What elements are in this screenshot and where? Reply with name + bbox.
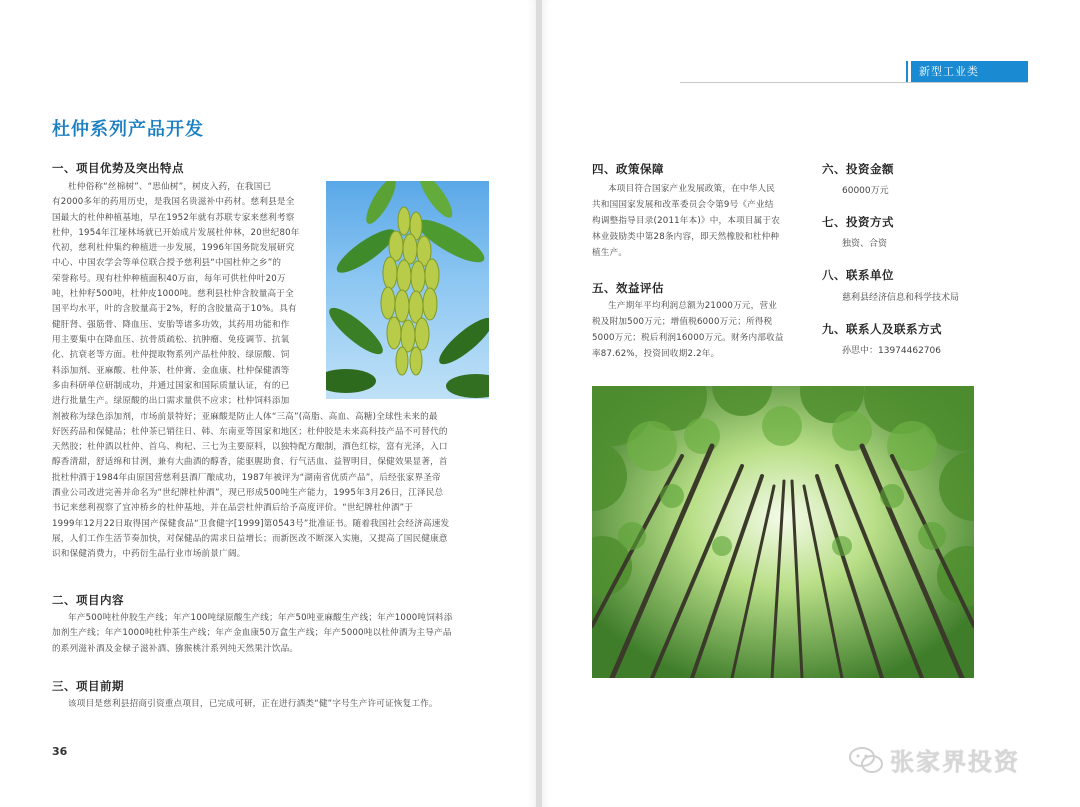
left-page [0, 0, 536, 807]
s1-line: 吨，杜仲籽500吨，杜仲皮1000吨。慈利县杜仲含胶量高于全 [52, 289, 294, 300]
section6-heading: 六、投资金额 [822, 162, 894, 176]
forest-illustration [592, 386, 974, 678]
section4-heading: 四、政策保障 [592, 162, 664, 176]
section5-text [592, 298, 802, 362]
category-divider [680, 82, 1028, 83]
s1-line: 国平均水平，叶的含胶量高于2%，籽的含胶量高于10%。具有 [52, 304, 297, 315]
contact-unit: 慈利县经济信息和科学技术局 [842, 293, 960, 303]
s1-line: 识和保健消费力，中药衍生品行业市场前景广阔。 [52, 549, 246, 560]
s1-line: 荣誉称号。现有杜仲种植面积40万亩，每年可供杜仲叶20万 [52, 273, 286, 284]
eucommia-seed-illustration [326, 181, 489, 399]
s4-line: 本项目符合国家产业发展政策，在中华人民 [608, 184, 776, 194]
s1-line: 酒业公司改进完善并命名为“世纪牌杜仲酒”，现已形成500吨生产能力，1995年3月26日，江泽民总 [52, 487, 444, 498]
s4-line: 共和国国家发展和改革委员会令第9号《产业结 [592, 200, 774, 210]
investment-amount: 60000万元 [842, 186, 889, 196]
section7-heading: 七、投资方式 [822, 215, 894, 229]
s1-line: 批杜仲酒于1984年由原国营慈利县酒厂酿成功，1987年被评为“湖南省优质产品”，后经张家界圣帝 [52, 472, 441, 483]
category-tag: 新型工业类 [911, 61, 1028, 82]
s1-line: 剂被称为绿色添加剂，市场前景特好；亚麻酸是防止人体“三高”(高脂、高血、高糖)全球性未来的最 [52, 411, 438, 422]
s1-line: 国最大的杜仲种植基地，早在1952年就有苏联专家来慈利考察 [52, 212, 295, 223]
section3-heading: 三、项目前期 [52, 679, 124, 693]
contact-person: 孙思中：13974462706 [842, 346, 941, 356]
s1-line: 天然胶；杜仲酒以杜仲、首乌、枸杞、三七为主要原料，以独特配方酿制，酒色红棕，富有光泽，入口 [52, 442, 448, 453]
s1-line: 料添加剂、亚麻酸、杜仲茶、杜仲膏、金血康、杜仲保健酒等 [52, 365, 290, 376]
s1-line: 代初，慈利杜仲集约种植进一步发展，1996年国务院发展研究 [52, 243, 295, 254]
s2-line: 的系列滋补酒及金椂子滋补酒、猕猴桃汁系列纯天然果汁饮品。 [52, 643, 299, 654]
section4-text [592, 181, 802, 261]
s1-line: 杜仲，1954年江垭林场就已开始成片发展杜仲林，20世纪80年 [52, 227, 300, 238]
s1-line: 多由科研单位研制成功，并通过国家和国际质量认证，有的已 [52, 380, 290, 391]
section8-heading: 八、联系单位 [822, 268, 894, 282]
s1-line: 好医药品和保健品；杜仲茶已销往日、韩、东南亚等国家和地区；杜仲胶是未来高科技产品不可替代的 [52, 426, 448, 437]
category-tag-tick [906, 61, 908, 82]
section9-heading: 九、联系人及联系方式 [822, 322, 942, 336]
s5-line: 税及附加500万元；增值税6000万元；所得税 [592, 317, 773, 327]
eucommia-forest-photo [592, 386, 974, 678]
s5-line: 生产期年平均利润总额为21000万元，营业 [608, 301, 778, 311]
section3-text [52, 697, 492, 712]
s1-line: 醇香清甜，舒适绵和甘洌，兼有大曲酒的醇香，能驱腥助食、行气活血、益智明目，保健效果显著，首 [52, 457, 448, 468]
section2-text [52, 611, 492, 657]
section2-heading: 二、项目内容 [52, 593, 124, 607]
s1-line: 进行批量生产。绿原酸的出口需求量供不应求；杜仲饲料添加 [52, 396, 290, 407]
section1-heading: 一、项目优势及突出特点 [52, 161, 184, 175]
section5-heading: 五、效益评估 [592, 281, 664, 295]
s5-line: 5000万元；税后利润16000万元。财务内部收益 [592, 333, 784, 343]
s3-line: 该项目是慈利县招商引资重点项目，已完成可研，正在进行酒类“健”字号生产许可证恢复工作。 [68, 699, 438, 709]
page-number: 36 [52, 745, 68, 758]
s4-line: 林业鼓励类中第28条内容，即天然橡胶和杜仲种 [592, 232, 780, 242]
section1-text-full [52, 410, 492, 563]
s1-line: 中心、中国农学会等单位联合授予慈利县“中国杜仲之乡”的 [52, 258, 282, 269]
s2-line: 年产500吨杜仲胶生产线；年产100吨绿原酸生产线；年产50吨亚麻酸生产线；年产1000吨饲料添 [68, 613, 453, 623]
s4-line: 植生产。 [592, 248, 628, 258]
page-title: 杜仲系列产品开发 [52, 119, 204, 140]
s5-line: 率87.62%，投资回收期2.2年。 [592, 349, 720, 359]
s1-line: 1999年12月22日取得国产保健食品“卫食健字[1999]第0543号”批准证书。随着我国社会经济高速发 [52, 518, 450, 529]
s1-line: 化、抗衰老等方面。杜仲提取物系列产品杜仲胶、绿原酸、饲 [52, 350, 290, 361]
wechat-icon [848, 745, 884, 775]
investment-method: 独资、合资 [842, 239, 888, 249]
s1-line: 杜仲俗称“丝棉树”、“思仙树”，树皮入药，在我国已 [68, 182, 272, 192]
s1-line: 用主要集中在降血压、抗骨质疏松、抗肿瘤、免疫调节、抗氧 [52, 334, 290, 345]
s4-line: 构调整指导目录(2011年本)》中，本项目属于农 [592, 216, 781, 226]
s2-line: 加剂生产线；年产1000吨杜仲茶生产线；年产金血康50万盒生产线；年产5000吨以杜仲酒为主导产品 [52, 628, 452, 639]
eucommia-seed-photo [326, 181, 489, 399]
section1-text-wrapped [52, 180, 322, 409]
s1-line: 展，人们工作生活节奏加快，对保健品的需求日益增长；而新医改不断深入实施，又提高了国民健康意 [52, 533, 448, 544]
s1-line: 书记来慈利视察了宜冲桥乡的杜仲基地，并在品尝杜仲酒后给予高度评价。“世纪牌杜仲酒”于 [52, 503, 414, 514]
s1-line: 健肝肾、强筋骨、降血压、安胎等诸多功效，其药用功能和作 [52, 319, 290, 330]
s1-line: 有2000多年的药用历史，是我国名贵滋补中药材。慈利县是全 [52, 197, 295, 208]
watermark-text: 张家界投资 [890, 748, 1020, 776]
watermark [848, 742, 1020, 777]
